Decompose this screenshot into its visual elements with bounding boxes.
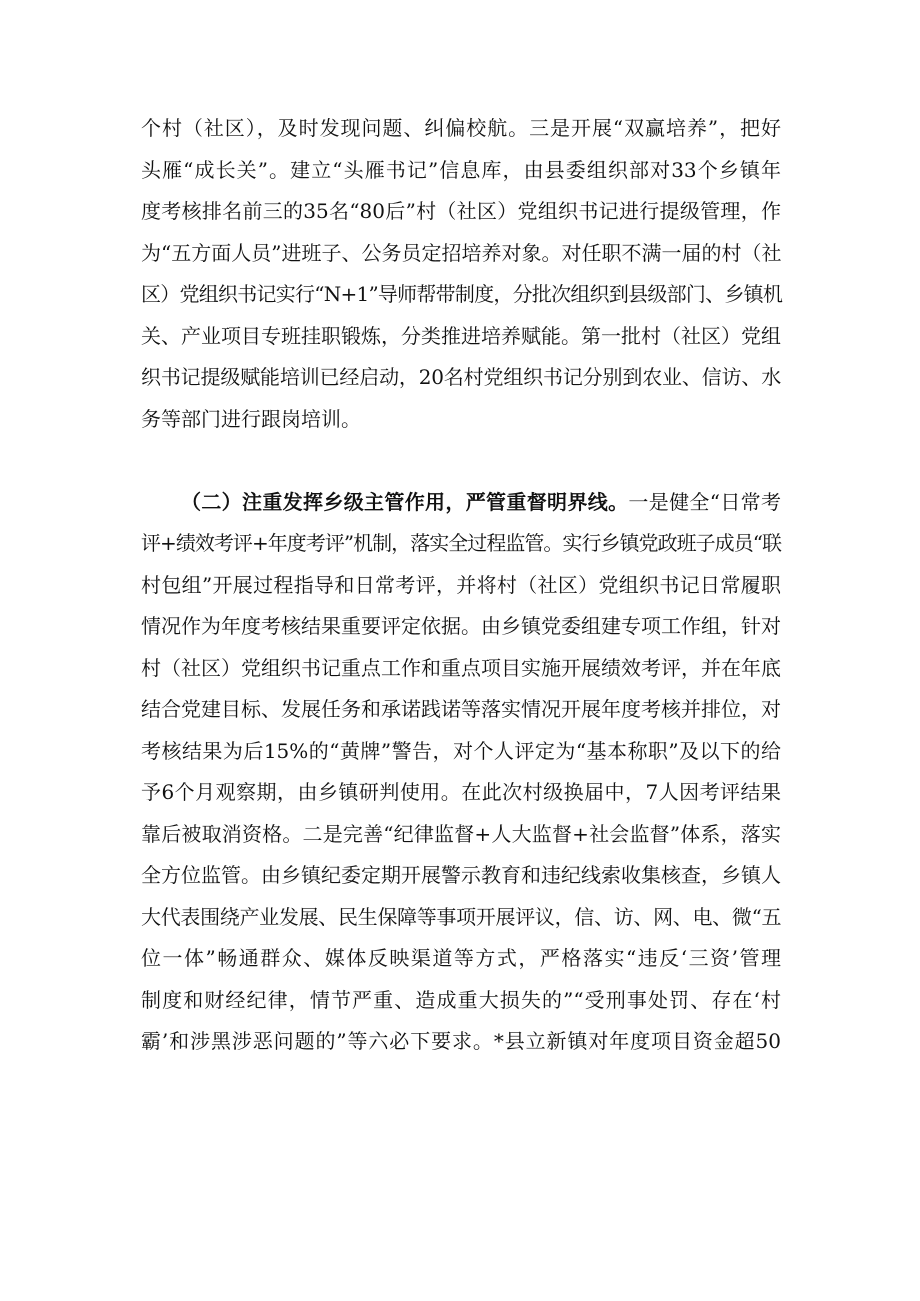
text-line: 个村（社区），及时发现问题、纠偏校航。三是开展“双赢培养”，把好 [141, 116, 781, 140]
text-line: 村（社区）党组织书记重点工作和重点项目实施开展绩效考评，并在年底 [141, 655, 781, 680]
section-heading: （二）注重发挥乡级主管作用，严管重督明界线。 [181, 489, 629, 514]
paragraph-gap [141, 440, 781, 482]
text-line: 霸’和涉黑涉恶问题的”等六必下要求。*县立新镇对年度项目资金超50 [141, 1029, 781, 1053]
paragraph-1 [141, 108, 781, 440]
text-line: 靠后被取消资格。二是完善“纪律监督+人大监督+社会监督”体系，落实 [141, 821, 781, 846]
text-line: 区）党组织书记实行“N+1”导师帮带制度，分批次组织到县级部门、乡镇机 [141, 282, 783, 306]
document-body [141, 108, 781, 1063]
text-line: 考核结果为后15%的“黄牌”警告，对个人评定为“基本称职”及以下的给 [141, 738, 781, 763]
text-line: 全方位监管。由乡镇纪委定期开展警示教育和违纪线索收集核查，乡镇人 [141, 863, 781, 887]
text-line: 情况作为年度考核结果重要评定依据。由乡镇党委组建专项工作组，针对 [141, 614, 781, 638]
text-line: 织书记提级赋能培训已经启动，20名村党组织书记分别到农业、信访、水 [141, 365, 781, 389]
text-line: 度考核排名前三的35名“80后”村（社区）党组织书记进行提级管理，作 [141, 199, 781, 223]
text-line: 关、产业项目专班挂职锻炼，分类推进培养赋能。第一批村（社区）党组 [141, 323, 781, 348]
text-line: 予6个月观察期，由乡镇研判使用。在此次村级换届中，7人因考评结果 [141, 780, 781, 804]
text-line: 头雁“成长关”。建立“头雁书记”信息库，由县委组织部对33个乡镇年 [141, 157, 781, 182]
text-line: 大代表围绕产业发展、民生保障等事项开展评议，信、访、网、电、微“五 [141, 904, 781, 929]
paragraph-2 [141, 482, 781, 1063]
text-line: 为“五方面人员”进班子、公务员定招培养对象。对任职不满一届的村（社 [141, 240, 782, 265]
text-line: 制度和财经纪律，情节严重、造成重大损失的”“受刑事处罚、存在‘村 [141, 987, 781, 1012]
text-line: 村包组”开展过程指导和日常考评，并将村（社区）党组织书记日常履职 [141, 572, 781, 597]
text-line: 位一体”畅通群众、媒体反映渠道等方式，严格落实“违反‘三资’管理 [141, 946, 781, 970]
text-line: 务等部门进行跟岗培训。 [141, 406, 361, 431]
text-line: 评+绩效考评+年度考评”机制，落实全过程监管。实行乡镇党政班子成员“联 [141, 531, 781, 555]
section-text: 一是健全“日常考 [628, 489, 782, 514]
text-line-first [141, 482, 781, 524]
text-line: 结合党建目标、发展任务和承诺践诺等落实情况开展年度考核并排位，对 [141, 697, 781, 721]
